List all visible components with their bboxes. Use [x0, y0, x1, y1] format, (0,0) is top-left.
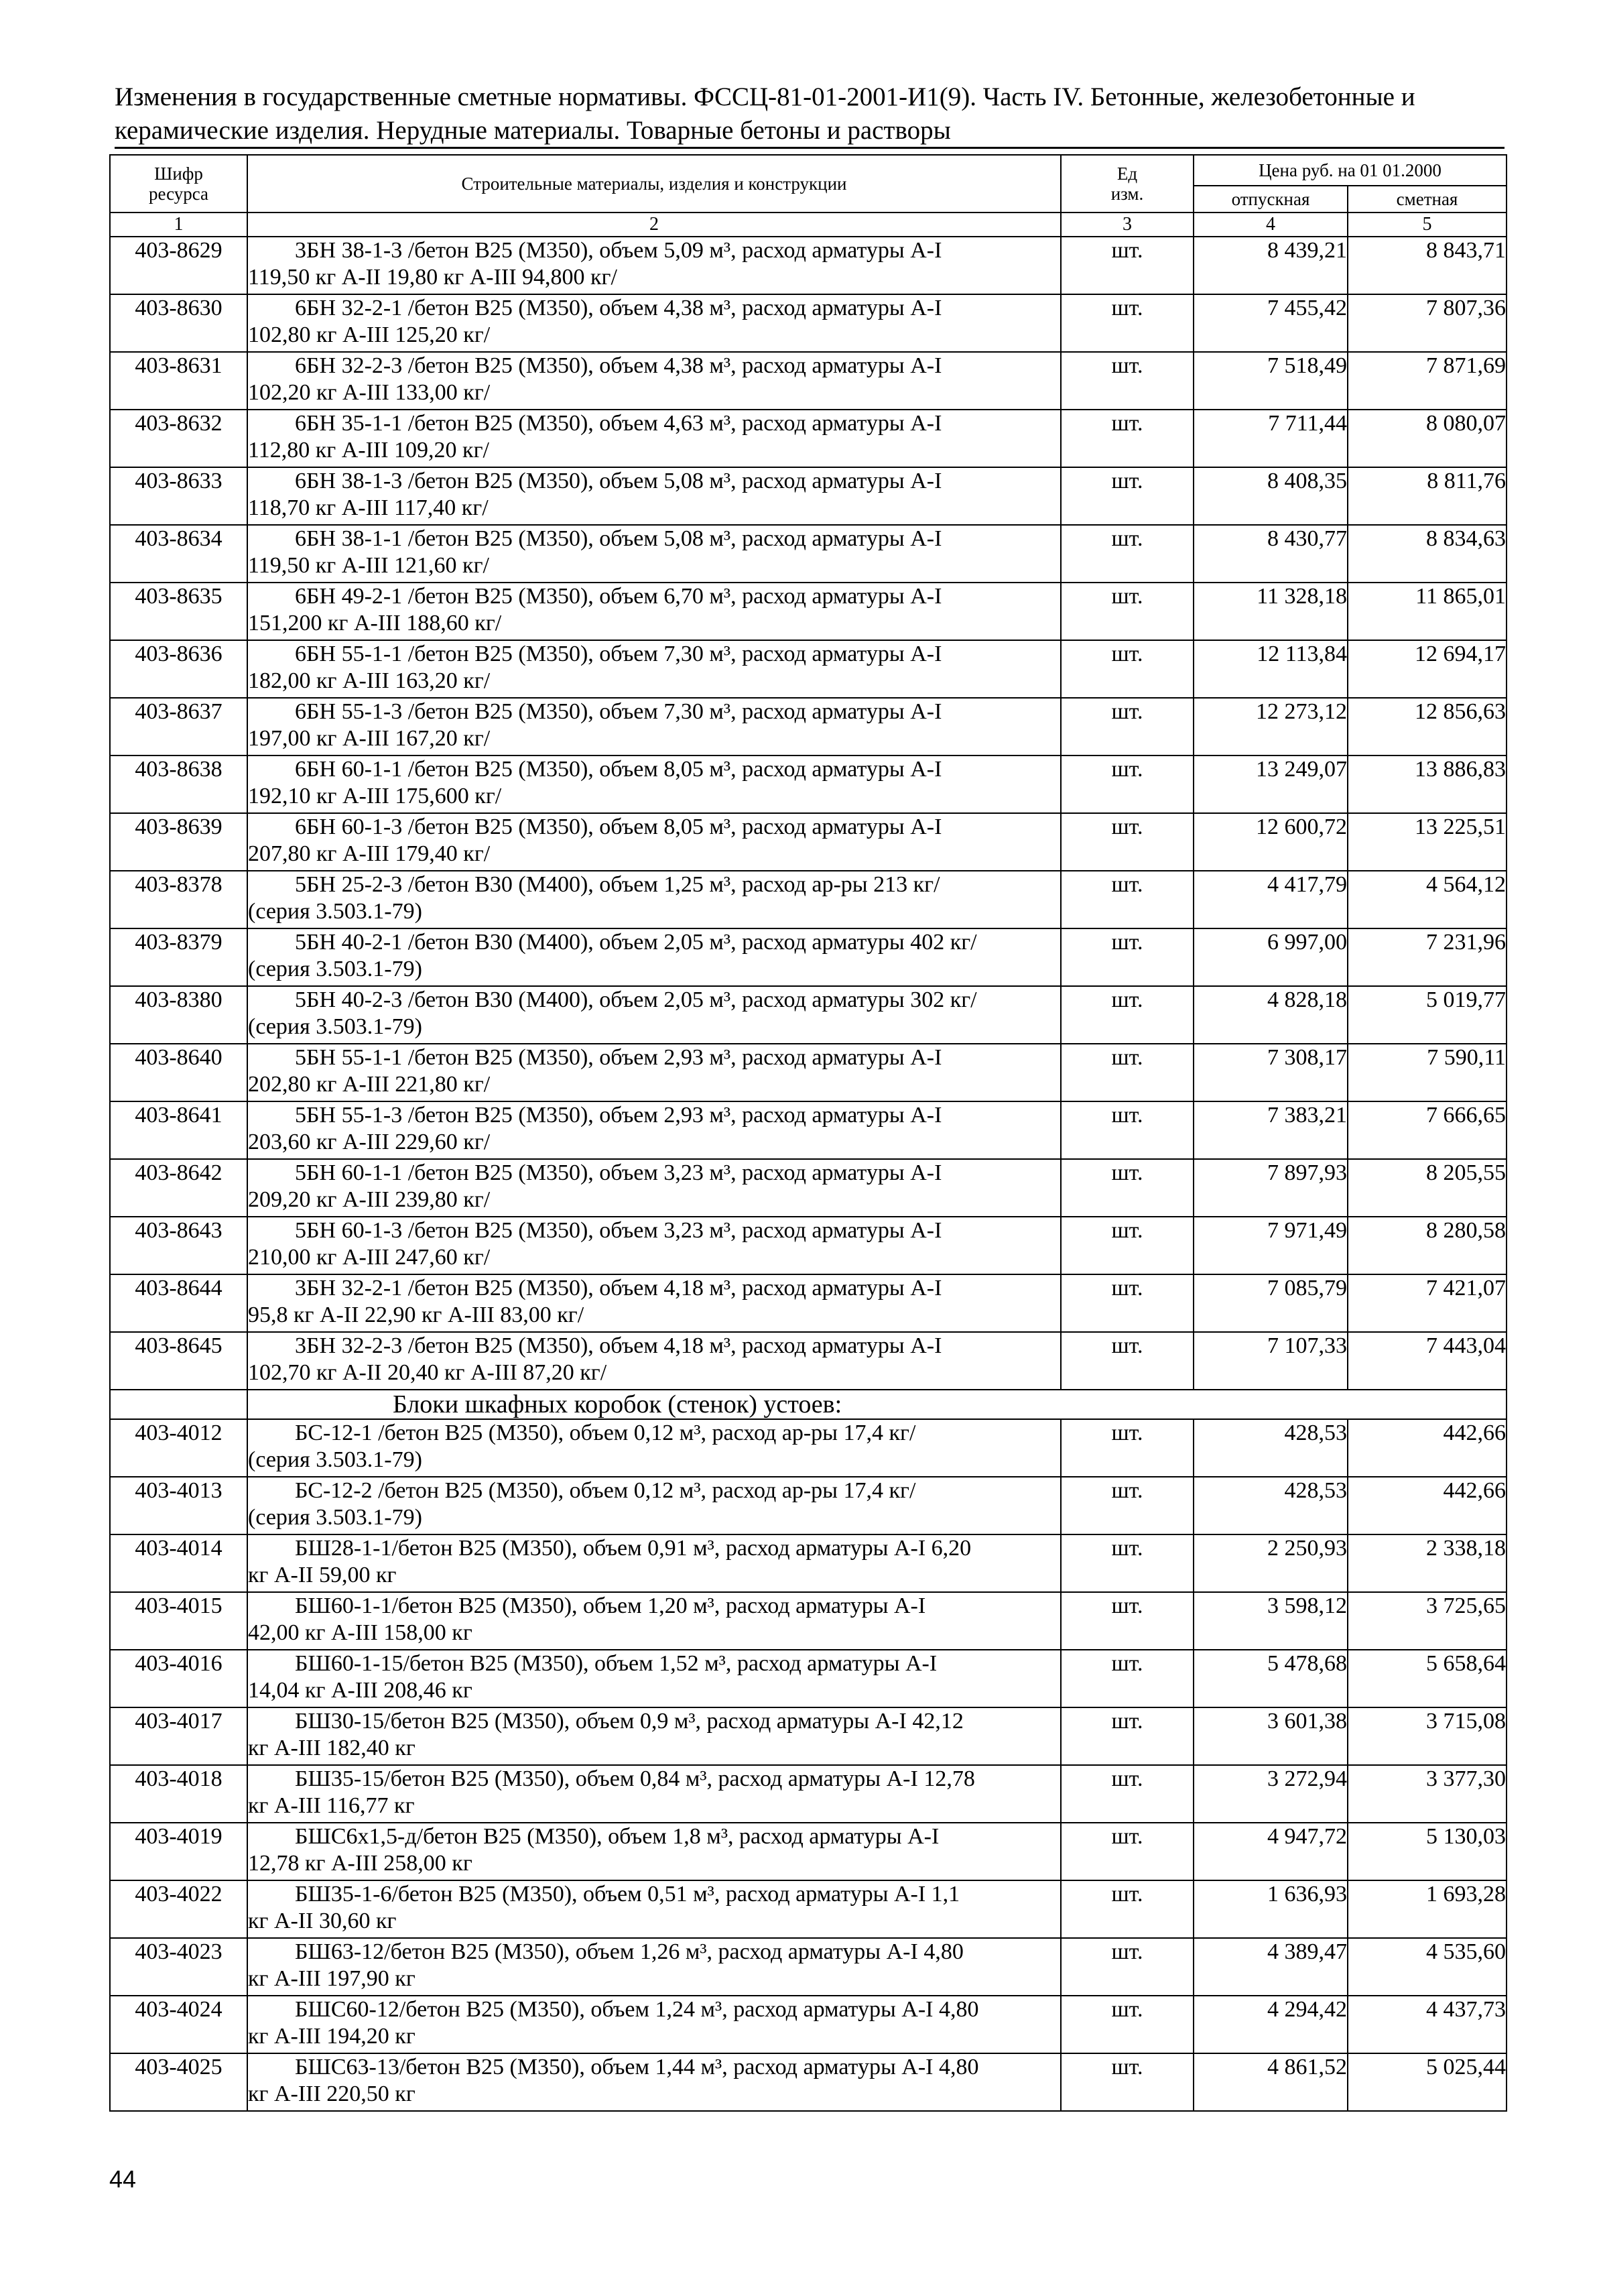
- item-description-line-1: 6БН 60-1-3 /бетон В25 (М350), объем 8,05 м³, расход арматуры А-I: [295, 814, 942, 839]
- column-header-unit: [1061, 155, 1194, 213]
- table-row: [110, 410, 1507, 467]
- resource-code: 403-4019: [110, 1823, 247, 1880]
- release-price: 428,53: [1194, 1477, 1348, 1534]
- item-description-line-2: кг А-III 197,90 кг: [248, 1966, 415, 1991]
- column-header-description: Строительные материалы, изделия и конструкции: [247, 155, 1061, 213]
- item-description-line-2: (серия 3.503.1-79): [248, 899, 422, 924]
- estimate-price: 12 856,63: [1348, 698, 1507, 756]
- release-price: 12 600,72: [1194, 813, 1348, 871]
- column-number-1: 1: [110, 213, 247, 237]
- item-description-line-1: 6БН 60-1-1 /бетон В25 (М350), объем 8,05 м³, расход арматуры А-I: [295, 757, 942, 782]
- estimate-price: 11 865,01: [1348, 583, 1507, 640]
- column-number-5: 5: [1348, 213, 1507, 237]
- resource-code: 403-8633: [110, 467, 247, 525]
- resource-code: 403-8641: [110, 1101, 247, 1159]
- resource-code: 403-4014: [110, 1534, 247, 1592]
- unit: шт.: [1061, 871, 1194, 928]
- table-row: [110, 1650, 1507, 1707]
- section-code-cell: [110, 1390, 247, 1419]
- unit: шт.: [1061, 698, 1194, 756]
- release-price: 7 107,33: [1194, 1332, 1348, 1390]
- item-description: [247, 237, 1061, 294]
- table-row: [110, 583, 1507, 640]
- unit: шт.: [1061, 928, 1194, 986]
- resource-code: 403-8645: [110, 1332, 247, 1390]
- item-description-line-1: БС-12-2 /бетон В25 (М350), объем 0,12 м³, расход ар-ры 17,4 кг/: [295, 1478, 916, 1503]
- item-description: [247, 352, 1061, 410]
- unit: шт.: [1061, 1650, 1194, 1707]
- resource-code: 403-8379: [110, 928, 247, 986]
- release-price: 4 947,72: [1194, 1823, 1348, 1880]
- item-description: [247, 467, 1061, 525]
- table-row: [110, 1477, 1507, 1534]
- page-header-line-1: Изменения в государственные сметные нормативы. ФССЦ-81-01-2001-И1(9). Часть IV. Бетонные, железобетонные и: [115, 82, 1415, 111]
- release-price: 7 383,21: [1194, 1101, 1348, 1159]
- column-header-price: Цена руб. на 01 01.2000: [1194, 155, 1507, 186]
- estimate-price: 13 886,83: [1348, 756, 1507, 813]
- item-description-line-2: 102,70 кг А-II 20,40 кг А-III 87,20 кг/: [248, 1360, 607, 1385]
- resource-code: 403-4018: [110, 1765, 247, 1823]
- item-description-line-2: 42,00 кг А-III 158,00 кг: [248, 1620, 472, 1645]
- item-description: [247, 1274, 1061, 1332]
- item-description-line-2: 151,200 кг А-III 188,60 кг/: [248, 611, 502, 636]
- release-price: 8 408,35: [1194, 467, 1348, 525]
- estimate-price: 3 377,30: [1348, 1765, 1507, 1823]
- unit: шт.: [1061, 1477, 1194, 1534]
- item-description-line-2: кг А-II 59,00 кг: [248, 1563, 397, 1587]
- item-description-line-1: БШ60-1-15/бетон В25 (М350), объем 1,52 м³, расход арматуры А-I: [295, 1651, 938, 1676]
- table-row: [110, 928, 1507, 986]
- table-row: [110, 986, 1507, 1044]
- unit: шт.: [1061, 1274, 1194, 1332]
- item-description: [247, 813, 1061, 871]
- estimate-price: 8 205,55: [1348, 1159, 1507, 1217]
- item-description-line-1: 6БН 55-1-1 /бетон В25 (М350), объем 7,30 м³, расход арматуры А-I: [295, 642, 942, 666]
- estimate-price: 8 280,58: [1348, 1217, 1507, 1274]
- unit: шт.: [1061, 1534, 1194, 1592]
- unit: шт.: [1061, 1996, 1194, 2053]
- estimate-price: 4 564,12: [1348, 871, 1507, 928]
- item-description-line-2: 192,10 кг А-III 175,600 кг/: [248, 784, 502, 808]
- item-description-line-1: 6БН 49-2-1 /бетон В25 (М350), объем 6,70 м³, расход арматуры А-I: [295, 584, 942, 609]
- table-row: [110, 1044, 1507, 1101]
- item-description: [247, 1938, 1061, 1996]
- estimate-price: 442,66: [1348, 1419, 1507, 1477]
- estimate-price: 13 225,51: [1348, 813, 1507, 871]
- column-number-4: 4: [1194, 213, 1348, 237]
- column-header-code: [110, 155, 247, 213]
- unit: шт.: [1061, 352, 1194, 410]
- item-description: [247, 1332, 1061, 1390]
- item-description-line-2: кг А-III 220,50 кг: [248, 2081, 415, 2106]
- item-description-line-2: (серия 3.503.1-79): [248, 957, 422, 981]
- unit: шт.: [1061, 467, 1194, 525]
- item-description-line-1: 5БН 55-1-3 /бетон В25 (М350), объем 2,93 м³, расход арматуры А-I: [295, 1103, 942, 1128]
- table-row: [110, 467, 1507, 525]
- resource-code: 403-8637: [110, 698, 247, 756]
- unit: шт.: [1061, 1592, 1194, 1650]
- release-price: 7 971,49: [1194, 1217, 1348, 1274]
- resource-code: 403-4017: [110, 1707, 247, 1765]
- release-price: 5 478,68: [1194, 1650, 1348, 1707]
- resource-code: 403-4024: [110, 1996, 247, 2053]
- table-row: [110, 237, 1507, 294]
- item-description-line-2: 14,04 кг А-III 208,46 кг: [248, 1678, 472, 1703]
- release-price: 8 439,21: [1194, 237, 1348, 294]
- table-row: [110, 1101, 1507, 1159]
- item-description-line-1: 3БН 32-2-1 /бетон В25 (М350), объем 4,18 м³, расход арматуры А-I: [295, 1276, 942, 1301]
- estimate-price: 5 658,64: [1348, 1650, 1507, 1707]
- table-row: [110, 1765, 1507, 1823]
- estimate-price: 7 443,04: [1348, 1332, 1507, 1390]
- resource-code: 403-4016: [110, 1650, 247, 1707]
- page-header-line-2: керамические изделия. Нерудные материалы. Товарные бетоны и растворы: [115, 116, 951, 145]
- unit: шт.: [1061, 2053, 1194, 2111]
- item-description: [247, 986, 1061, 1044]
- table-row: [110, 1534, 1507, 1592]
- resource-code: 403-8643: [110, 1217, 247, 1274]
- item-description-line-2: 182,00 кг А-III 163,20 кг/: [248, 668, 491, 693]
- item-description-line-1: 6БН 55-1-3 /бетон В25 (М350), объем 7,30 м³, расход арматуры А-I: [295, 699, 942, 724]
- column-header-estimate-price: сметная: [1348, 186, 1507, 213]
- table-row: [110, 1996, 1507, 2053]
- unit: шт.: [1061, 813, 1194, 871]
- page-number: 44: [109, 2165, 137, 2193]
- section-title: Блоки шкафных коробок (стенок) устоев:: [247, 1390, 1507, 1419]
- estimate-price: 7 666,65: [1348, 1101, 1507, 1159]
- resource-code: 403-8630: [110, 294, 247, 352]
- column-number-2: 2: [247, 213, 1061, 237]
- release-price: 4 389,47: [1194, 1938, 1348, 1996]
- table-row: [110, 1880, 1507, 1938]
- table-row: [110, 1217, 1507, 1274]
- resource-code: 403-8631: [110, 352, 247, 410]
- resource-code: 403-8642: [110, 1159, 247, 1217]
- item-description: [247, 1534, 1061, 1592]
- table-row: [110, 1419, 1507, 1477]
- column-header-code-line-2: ресурса: [148, 184, 209, 204]
- table-row: [110, 756, 1507, 813]
- item-description-line-2: 119,50 кг А-III 121,60 кг/: [248, 553, 489, 578]
- item-description-line-2: 197,00 кг А-III 167,20 кг/: [248, 726, 491, 751]
- item-description-line-1: БШ35-15/бетон В25 (М350), объем 0,84 м³, расход арматуры А-I 12,78: [295, 1766, 975, 1791]
- item-description-line-1: 6БН 35-1-1 /бетон В25 (М350), объем 4,63 м³, расход арматуры А-I: [295, 411, 942, 436]
- item-description: [247, 1159, 1061, 1217]
- table-body-foundation-blocks: [110, 237, 1507, 1390]
- item-description-line-2: (серия 3.503.1-79): [248, 1447, 422, 1472]
- item-description-line-1: 5БН 60-1-3 /бетон В25 (М350), объем 3,23 м³, расход арматуры А-I: [295, 1218, 942, 1243]
- item-description: [247, 1592, 1061, 1650]
- item-description: [247, 1650, 1061, 1707]
- resource-code: 403-8639: [110, 813, 247, 871]
- estimate-price: 7 807,36: [1348, 294, 1507, 352]
- item-description-line-1: 5БН 25-2-3 /бетон В30 (М400), объем 1,25 м³, расход ар-ры 213 кг/: [295, 872, 940, 897]
- item-description-line-1: 3БН 32-2-3 /бетон В25 (М350), объем 4,18 м³, расход арматуры А-I: [295, 1333, 942, 1358]
- resource-code: 403-4022: [110, 1880, 247, 1938]
- table-row: [110, 640, 1507, 698]
- resource-code: 403-8638: [110, 756, 247, 813]
- unit: шт.: [1061, 1101, 1194, 1159]
- item-description-line-1: БС-12-1 /бетон В25 (М350), объем 0,12 м³, расход ар-ры 17,4 кг/: [295, 1421, 916, 1445]
- unit: шт.: [1061, 1823, 1194, 1880]
- unit: шт.: [1061, 1332, 1194, 1390]
- release-price: 6 997,00: [1194, 928, 1348, 986]
- release-price: 12 273,12: [1194, 698, 1348, 756]
- release-price: 3 272,94: [1194, 1765, 1348, 1823]
- unit: шт.: [1061, 1765, 1194, 1823]
- release-price: 4 294,42: [1194, 1996, 1348, 2053]
- estimate-price: 8 080,07: [1348, 410, 1507, 467]
- item-description-line-2: 12,78 кг А-III 258,00 кг: [248, 1851, 472, 1876]
- release-price: 1 636,93: [1194, 1880, 1348, 1938]
- unit: шт.: [1061, 1217, 1194, 1274]
- resource-code: 403-4015: [110, 1592, 247, 1650]
- table-row: [110, 813, 1507, 871]
- estimate-price: 4 535,60: [1348, 1938, 1507, 1996]
- header-rule: [115, 147, 1505, 149]
- release-price: 4 417,79: [1194, 871, 1348, 928]
- item-description: [247, 1477, 1061, 1534]
- estimate-price: 8 843,71: [1348, 237, 1507, 294]
- column-number-3: 3: [1061, 213, 1194, 237]
- estimate-price: 3 725,65: [1348, 1592, 1507, 1650]
- release-price: 7 518,49: [1194, 352, 1348, 410]
- resource-code: 403-8636: [110, 640, 247, 698]
- table-row: [110, 352, 1507, 410]
- estimate-price: 5 025,44: [1348, 2053, 1507, 2111]
- price-table: [109, 154, 1507, 2112]
- unit: шт.: [1061, 1159, 1194, 1217]
- estimate-price: 7 590,11: [1348, 1044, 1507, 1101]
- section-row: [110, 1390, 1507, 1419]
- item-description-line-1: БШ60-1-1/бетон В25 (М350), объем 1,20 м³, расход арматуры А-I: [295, 1593, 926, 1618]
- estimate-price: 1 693,28: [1348, 1880, 1507, 1938]
- item-description: [247, 1217, 1061, 1274]
- item-description-line-1: БШС60-12/бетон В25 (М350), объем 1,24 м³, расход арматуры А-I 4,80: [295, 1997, 979, 2022]
- page-header: [115, 80, 1495, 147]
- estimate-price: 8 811,76: [1348, 467, 1507, 525]
- table-row: [110, 1707, 1507, 1765]
- release-price: 13 249,07: [1194, 756, 1348, 813]
- table-row: [110, 525, 1507, 583]
- item-description-line-2: 202,80 кг А-III 221,80 кг/: [248, 1072, 491, 1097]
- resource-code: 403-8378: [110, 871, 247, 928]
- resource-code: 403-4023: [110, 1938, 247, 1996]
- estimate-price: 2 338,18: [1348, 1534, 1507, 1592]
- estimate-price: 4 437,73: [1348, 1996, 1507, 2053]
- item-description: [247, 756, 1061, 813]
- item-description-line-2: 118,70 кг А-III 117,40 кг/: [248, 495, 489, 520]
- resource-code: 403-8632: [110, 410, 247, 467]
- item-description-line-2: 203,60 кг А-III 229,60 кг/: [248, 1130, 491, 1154]
- item-description-line-2: 112,80 кг А-III 109,20 кг/: [248, 438, 489, 463]
- item-description: [247, 1823, 1061, 1880]
- item-description: [247, 2053, 1061, 2111]
- item-description: [247, 1101, 1061, 1159]
- release-price: 7 897,93: [1194, 1159, 1348, 1217]
- unit: шт.: [1061, 1419, 1194, 1477]
- estimate-price: 8 834,63: [1348, 525, 1507, 583]
- table-row: [110, 2053, 1507, 2111]
- table-row: [110, 1159, 1507, 1217]
- item-description-line-2: 210,00 кг А-III 247,60 кг/: [248, 1245, 491, 1270]
- unit: шт.: [1061, 640, 1194, 698]
- item-description-line-2: 207,80 кг А-III 179,40 кг/: [248, 841, 491, 866]
- unit: шт.: [1061, 294, 1194, 352]
- item-description-line-1: 5БН 40-2-1 /бетон В30 (М400), объем 2,05 м³, расход арматуры 402 кг/: [295, 930, 977, 955]
- item-description-line-1: 6БН 32-2-1 /бетон В25 (М350), объем 4,38 м³, расход арматуры А-I: [295, 296, 942, 320]
- item-description: [247, 928, 1061, 986]
- table-row: [110, 294, 1507, 352]
- item-description-line-2: 95,8 кг А-II 22,90 кг А-III 83,00 кг/: [248, 1303, 584, 1327]
- item-description-line-1: 3БН 38-1-3 /бетон В25 (М350), объем 5,09 м³, расход арматуры А-I: [295, 238, 942, 263]
- item-description-line-1: БШ28-1-1/бетон В25 (М350), объем 0,91 м³, расход арматуры А-I 6,20: [295, 1536, 972, 1561]
- estimate-price: 5 019,77: [1348, 986, 1507, 1044]
- column-header-code-line-1: Шифр: [154, 164, 203, 184]
- table-row: [110, 1332, 1507, 1390]
- release-price: 4 861,52: [1194, 2053, 1348, 2111]
- item-description: [247, 525, 1061, 583]
- item-description-line-1: БШ63-12/бетон В25 (М350), объем 1,26 м³, расход арматуры А-I 4,80: [295, 1939, 964, 1964]
- unit: шт.: [1061, 1707, 1194, 1765]
- release-price: 12 113,84: [1194, 640, 1348, 698]
- item-description: [247, 583, 1061, 640]
- item-description-line-1: 6БН 32-2-3 /бетон В25 (М350), объем 4,38 м³, расход арматуры А-I: [295, 353, 942, 378]
- release-price: 4 828,18: [1194, 986, 1348, 1044]
- table-row: [110, 698, 1507, 756]
- release-price: 3 598,12: [1194, 1592, 1348, 1650]
- resource-code: 403-4025: [110, 2053, 247, 2111]
- item-description: [247, 640, 1061, 698]
- release-price: 11 328,18: [1194, 583, 1348, 640]
- release-price: 428,53: [1194, 1419, 1348, 1477]
- release-price: 7 308,17: [1194, 1044, 1348, 1101]
- resource-code: 403-8640: [110, 1044, 247, 1101]
- item-description: [247, 1880, 1061, 1938]
- release-price: 7 711,44: [1194, 410, 1348, 467]
- unit: шт.: [1061, 1938, 1194, 1996]
- table-row: [110, 1938, 1507, 1996]
- item-description-line-1: 6БН 38-1-3 /бетон В25 (М350), объем 5,08 м³, расход арматуры А-I: [295, 469, 942, 493]
- item-description-line-2: 102,80 кг А-III 125,20 кг/: [248, 322, 491, 347]
- item-description-line-2: кг А-III 182,40 кг: [248, 1736, 415, 1760]
- item-description: [247, 1044, 1061, 1101]
- item-description-line-2: (серия 3.503.1-79): [248, 1014, 422, 1039]
- item-description-line-1: БШ35-1-6/бетон В25 (М350), объем 0,51 м³, расход арматуры А-I 1,1: [295, 1882, 960, 1907]
- item-description-line-2: кг А-III 116,77 кг: [248, 1793, 415, 1818]
- item-description-line-1: БШС6х1,5-д/бетон В25 (М350), объем 1,8 м³, расход арматуры А-I: [295, 1824, 940, 1849]
- unit: шт.: [1061, 1880, 1194, 1938]
- unit: шт.: [1061, 756, 1194, 813]
- table-section: [110, 1390, 1507, 1419]
- resource-code: 403-8634: [110, 525, 247, 583]
- resource-code: 403-4012: [110, 1419, 247, 1477]
- estimate-price: 5 130,03: [1348, 1823, 1507, 1880]
- item-description: [247, 1707, 1061, 1765]
- estimate-price: 3 715,08: [1348, 1707, 1507, 1765]
- item-description-line-2: 119,50 кг А-II 19,80 кг А-III 94,800 кг/: [248, 265, 617, 290]
- release-price: 2 250,93: [1194, 1534, 1348, 1592]
- item-description: [247, 698, 1061, 756]
- unit: шт.: [1061, 583, 1194, 640]
- estimate-price: 7 231,96: [1348, 928, 1507, 986]
- item-description-line-2: кг А-II 30,60 кг: [248, 1909, 397, 1933]
- unit: шт.: [1061, 410, 1194, 467]
- item-description-line-1: БШС63-13/бетон В25 (М350), объем 1,44 м³, расход арматуры А-I 4,80: [295, 2055, 979, 2079]
- table-row: [110, 1823, 1507, 1880]
- table-row: [110, 871, 1507, 928]
- release-price: 7 455,42: [1194, 294, 1348, 352]
- unit: шт.: [1061, 986, 1194, 1044]
- resource-code: 403-8644: [110, 1274, 247, 1332]
- release-price: 7 085,79: [1194, 1274, 1348, 1332]
- table-row: [110, 1592, 1507, 1650]
- item-description-line-2: 209,20 кг А-III 239,80 кг/: [248, 1187, 491, 1212]
- resource-code: 403-8629: [110, 237, 247, 294]
- resource-code: 403-8380: [110, 986, 247, 1044]
- column-header-release-price: отпускная: [1194, 186, 1348, 213]
- estimate-price: 442,66: [1348, 1477, 1507, 1534]
- item-description-line-1: 6БН 38-1-1 /бетон В25 (М350), объем 5,08 м³, расход арматуры А-I: [295, 526, 942, 551]
- item-description: [247, 410, 1061, 467]
- item-description: [247, 871, 1061, 928]
- item-description-line-2: кг А-III 194,20 кг: [248, 2024, 415, 2049]
- unit: шт.: [1061, 1044, 1194, 1101]
- item-description-line-1: 5БН 40-2-3 /бетон В30 (М400), объем 2,05 м³, расход арматуры 302 кг/: [295, 987, 977, 1012]
- item-description: [247, 1996, 1061, 2053]
- release-price: 3 601,38: [1194, 1707, 1348, 1765]
- table-body-cabinet-blocks: [110, 1419, 1507, 2111]
- resource-code: 403-8635: [110, 583, 247, 640]
- item-description: [247, 294, 1061, 352]
- item-description: [247, 1419, 1061, 1477]
- resource-code: 403-4013: [110, 1477, 247, 1534]
- estimate-price: 12 694,17: [1348, 640, 1507, 698]
- column-header-unit-line-1: Ед: [1116, 164, 1138, 184]
- item-description-line-2: 102,20 кг А-III 133,00 кг/: [248, 380, 491, 405]
- item-description-line-1: 5БН 60-1-1 /бетон В25 (М350), объем 3,23 м³, расход арматуры А-I: [295, 1160, 942, 1185]
- item-description-line-2: (серия 3.503.1-79): [248, 1505, 422, 1530]
- unit: шт.: [1061, 525, 1194, 583]
- item-description-line-1: БШ30-15/бетон В25 (М350), объем 0,9 м³, расход арматуры А-I 42,12: [295, 1709, 964, 1734]
- item-description: [247, 1765, 1061, 1823]
- estimate-price: 7 871,69: [1348, 352, 1507, 410]
- item-description-line-1: 5БН 55-1-1 /бетон В25 (М350), объем 2,93 м³, расход арматуры А-I: [295, 1045, 942, 1070]
- estimate-price: 7 421,07: [1348, 1274, 1507, 1332]
- table-row: [110, 1274, 1507, 1332]
- release-price: 8 430,77: [1194, 525, 1348, 583]
- unit: шт.: [1061, 237, 1194, 294]
- column-header-unit-line-2: изм.: [1110, 184, 1144, 204]
